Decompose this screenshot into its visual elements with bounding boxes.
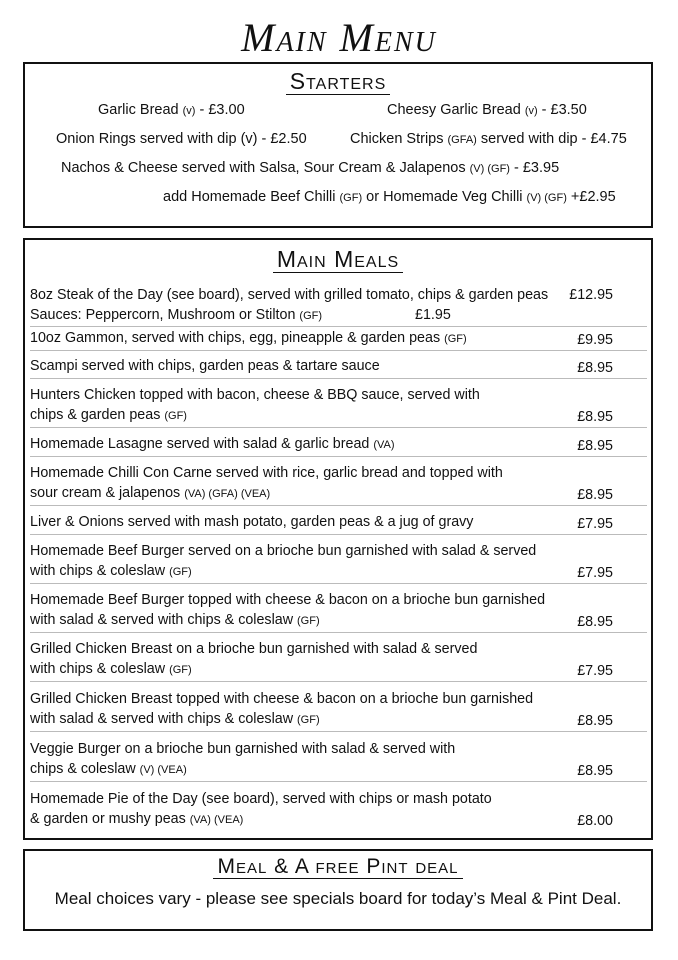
- menu-item: Homemade Lasagne served with salad & garlic bread (VA) £8.95: [30, 434, 647, 457]
- menu-item: [30, 285, 647, 327]
- menu-item: Veggie Burger on a brioche bun garnished with salad & served with chips & coleslaw (V) (VEA) £8.95: [30, 739, 647, 782]
- menu-item-price: £12.95: [569, 287, 613, 303]
- deal-section: [23, 849, 653, 931]
- menu-item-price: £8.95: [577, 409, 613, 425]
- menu-item-price: £8.95: [577, 614, 613, 630]
- deal-heading: Meal & A free Pint deal: [25, 855, 651, 879]
- menu-item-price: £8.00: [577, 813, 613, 829]
- menu-item: Homemade Pie of the Day (see board), served with chips or mash potato & garden or mushy peas (VA) (VEA) £8.00: [30, 791, 613, 829]
- starters-heading: Starters: [25, 68, 651, 95]
- main-meals-heading: Main Meals: [25, 246, 651, 273]
- menu-item: Homemade Beef Burger topped with cheese & bacon on a brioche bun garnished with salad & served with chips & coleslaw (GF) £8.95: [30, 590, 647, 633]
- starter-addon: add Homemade Beef Chilli (GF) or Homemade Veg Chilli (V) (GF) +£2.95: [163, 189, 616, 205]
- menu-item: Grilled Chicken Breast topped with cheese & bacon on a brioche bun garnished with salad & served with chips & coleslaw (GF) £8.95: [30, 689, 647, 732]
- menu-item-price: £8.95: [577, 438, 613, 454]
- starter-item: Onion Rings served with dip (v) - £2.50: [56, 131, 307, 147]
- menu-item-price: £7.95: [577, 663, 613, 679]
- menu-item-price: £8.95: [577, 713, 613, 729]
- menu-item: Grilled Chicken Breast on a brioche bun garnished with salad & served with chips & coleslaw (GF) £7.95: [30, 639, 647, 682]
- menu-item: Scampi served with chips, garden peas & tartare sauce £8.95: [30, 356, 647, 379]
- main-meals-section: [23, 238, 653, 840]
- starters-section: [23, 62, 653, 228]
- page-title: Main Menu: [241, 15, 437, 60]
- menu-item-price: £8.95: [577, 763, 613, 779]
- starter-item: Cheesy Garlic Bread (v) - £3.50: [387, 102, 587, 118]
- deal-text: Meal choices vary - please see specials board for today’s Meal & Pint Deal.: [54, 889, 622, 908]
- menu-item: Homemade Beef Burger served on a brioche bun garnished with salad & served with chips & coleslaw (GF) £7.95: [30, 541, 647, 584]
- menu-item: 10oz Gammon, served with chips, egg, pineapple & garden peas (GF) £9.95: [30, 328, 647, 351]
- menu-item-price: £8.95: [577, 360, 613, 376]
- menu-item-price: £7.95: [577, 516, 613, 532]
- menu-item-price: £8.95: [577, 487, 613, 503]
- starter-item: Nachos & Cheese served with Salsa, Sour Cream & Jalapenos (V) (GF) - £3.95: [61, 160, 560, 176]
- starter-item: Garlic Bread (v) - £3.00: [98, 102, 245, 118]
- menu-item-desc: 8oz Steak of the Day (see board), served with grilled tomato, chips & garden peas: [30, 287, 549, 303]
- starter-item: Chicken Strips (GFA) served with dip - £4.75: [350, 131, 627, 147]
- menu-item-sauces: Sauces: Peppercorn, Mushroom or Stilton (GF) £1.95: [30, 307, 451, 323]
- menu-item: Liver & Onions served with mash potato, garden peas & a jug of gravy £7.95: [30, 512, 647, 535]
- menu-item: Homemade Chilli Con Carne served with rice, garlic bread and topped with sour cream & jalapenos (VA) (GFA) (VEA) £8.95: [30, 463, 647, 506]
- menu-item-price: £9.95: [577, 332, 613, 348]
- menu-item: Hunters Chicken topped with bacon, cheese & BBQ sauce, served with chips & garden peas (GF) £8.95: [30, 385, 647, 428]
- menu-item-price: £7.95: [577, 565, 613, 581]
